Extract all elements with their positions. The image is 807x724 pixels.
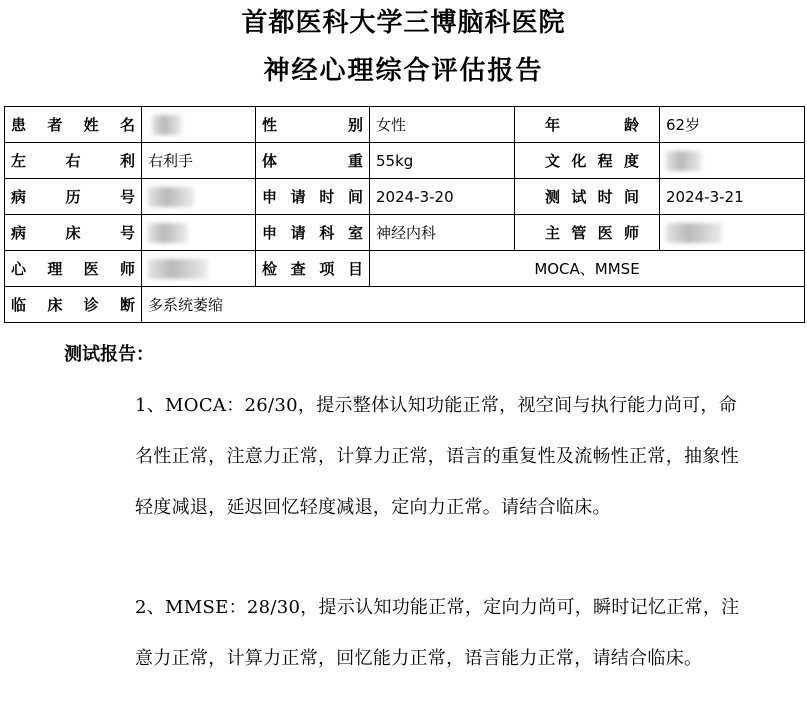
- label-char: 断: [119, 296, 135, 314]
- label-char: 申: [262, 224, 278, 242]
- record-number-value: [142, 179, 256, 215]
- label-char: 历: [65, 188, 81, 206]
- table-row: [5, 143, 805, 179]
- label-char: 理: [47, 260, 63, 278]
- redacted-field: [666, 223, 722, 243]
- hospital-name: 首都医科大学三博脑科医院: [241, 8, 566, 38]
- label-char: 管: [571, 224, 587, 242]
- label-char: 科: [319, 224, 335, 242]
- label-char: 年: [545, 116, 561, 134]
- label-char: 医: [83, 260, 99, 278]
- label-char: 临: [11, 296, 27, 314]
- diagnosis-value: 多系统萎缩: [142, 287, 805, 323]
- label-char: 项: [319, 260, 335, 278]
- exam-items-label: [256, 251, 370, 287]
- age-label: [515, 107, 660, 143]
- label-char: 利: [119, 152, 135, 170]
- apply-time-value: 2024-3-20: [370, 179, 515, 215]
- label-char: 别: [347, 116, 363, 134]
- label-char: 心: [11, 260, 27, 278]
- report-title: 神经心理综合评估报告: [263, 56, 544, 86]
- exam-items-value: MOCA、MMSE: [370, 251, 805, 287]
- table-row: [5, 179, 805, 215]
- gender-label: [256, 107, 370, 143]
- label-char: 性: [262, 116, 278, 134]
- label-char: 龄: [623, 116, 639, 134]
- redacted-field: [148, 223, 188, 243]
- education-value: [660, 143, 805, 179]
- dept-label: [256, 215, 370, 251]
- table-row: [5, 107, 805, 143]
- label-char: 病: [11, 224, 27, 242]
- table-row: [5, 251, 805, 287]
- apply-time-label: [256, 179, 370, 215]
- bed-number-label: [5, 215, 142, 251]
- age-value: 62岁: [660, 107, 805, 143]
- label-char: 测: [545, 188, 561, 206]
- label-char: 右: [65, 152, 81, 170]
- label-char: 号: [119, 224, 135, 242]
- name-value: [142, 107, 256, 143]
- table-row: [5, 287, 805, 323]
- doctor-label: [515, 215, 660, 251]
- label-char: 间: [347, 188, 363, 206]
- education-label: [515, 143, 660, 179]
- handedness-value: 右利手: [142, 143, 256, 179]
- weight-label: [256, 143, 370, 179]
- patient-info-table: [4, 106, 805, 323]
- label-char: 请: [290, 188, 306, 206]
- label-char: 间: [623, 188, 639, 206]
- name-label: [5, 107, 142, 143]
- label-char: 试: [571, 188, 587, 206]
- label-char: 者: [47, 116, 63, 134]
- label-char: 查: [290, 260, 306, 278]
- label-char: 检: [262, 260, 278, 278]
- moca-result: 1、MOCA：26/30，提示整体认知功能正常，视空间与执行能力尚可，命名性正常，注意力正常，计算力正常，语言的重复性及流畅性正常，抽象性轻度减退，延迟回忆轻度减退，定向力正常。请结合临床。: [135, 395, 739, 518]
- label-char: 时: [319, 188, 335, 206]
- test-report-heading: 测试报告：: [64, 344, 154, 365]
- table-row: [5, 215, 805, 251]
- label-char: 名: [119, 116, 135, 134]
- label-char: 床: [65, 224, 81, 242]
- label-char: 主: [545, 224, 561, 242]
- psychologist-value: [142, 251, 256, 287]
- label-char: 号: [119, 188, 135, 206]
- label-char: 姓: [83, 116, 99, 134]
- redacted-field: [148, 187, 194, 207]
- label-char: 患: [11, 116, 27, 134]
- test-time-value: 2024-3-21: [660, 179, 805, 215]
- label-char: 时: [597, 188, 613, 206]
- label-char: 左: [11, 152, 27, 170]
- label-char: 病: [11, 188, 27, 206]
- label-char: 度: [623, 152, 639, 170]
- label-char: 文: [545, 152, 561, 170]
- label-char: 体: [262, 152, 278, 170]
- redacted-field: [666, 151, 702, 171]
- label-char: 目: [347, 260, 363, 278]
- diagnosis-label: [5, 287, 142, 323]
- weight-value: 55kg: [370, 143, 515, 179]
- dept-value: 神经内科: [370, 215, 515, 251]
- label-char: 重: [347, 152, 363, 170]
- handedness-label: [5, 143, 142, 179]
- redacted-field: [148, 259, 208, 279]
- test-time-label: [515, 179, 660, 215]
- label-char: 请: [290, 224, 306, 242]
- label-char: 师: [623, 224, 639, 242]
- record-number-label: [5, 179, 142, 215]
- doctor-value: [660, 215, 805, 251]
- gender-value: 女性: [370, 107, 515, 143]
- label-char: 程: [597, 152, 613, 170]
- bed-number-value: [142, 215, 256, 251]
- label-char: 室: [347, 224, 363, 242]
- label-char: 化: [571, 152, 587, 170]
- label-char: 床: [47, 296, 63, 314]
- label-char: 医: [597, 224, 613, 242]
- mmse-result: 2、MMSE：28/30，提示认知功能正常，定向力尚可，瞬时记忆正常，注意力正常，计算力正常，回忆能力正常，语言能力正常，请结合临床。: [135, 597, 740, 669]
- label-char: 诊: [83, 296, 99, 314]
- psychologist-label: [5, 251, 142, 287]
- label-char: 申: [262, 188, 278, 206]
- redacted-field: [152, 115, 182, 135]
- label-char: 师: [119, 260, 135, 278]
